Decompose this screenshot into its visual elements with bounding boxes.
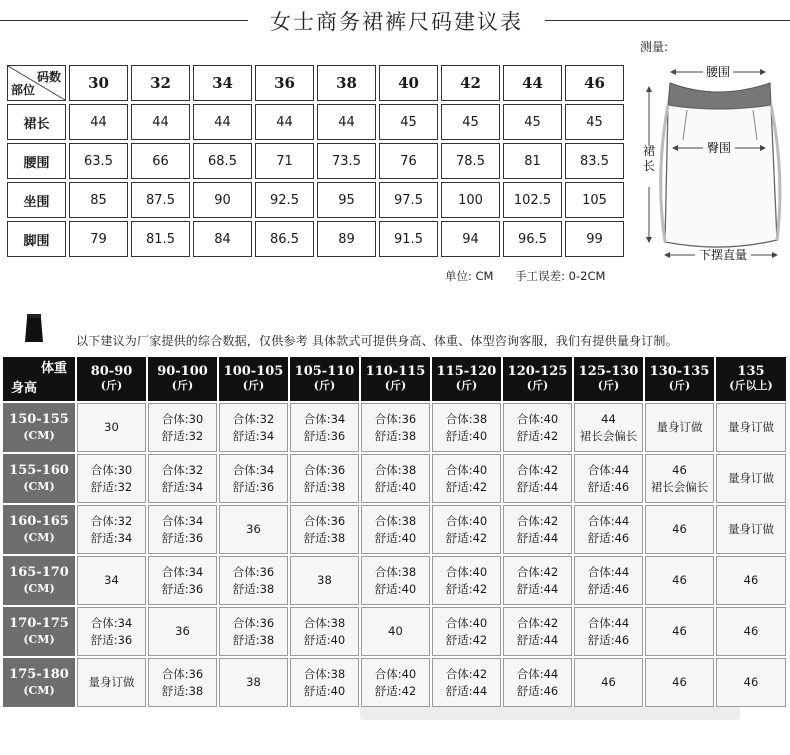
recommendation-text: 38 xyxy=(317,573,332,587)
recommendation-cell xyxy=(503,556,572,605)
recommendation-text: 舒适:46 xyxy=(587,581,630,596)
recommendation-text: 46 xyxy=(743,573,759,587)
weight-header-row xyxy=(3,357,786,401)
recommendation-cell xyxy=(219,403,288,452)
recommendation-text: 36 xyxy=(175,624,190,638)
weight-unit: (斤) xyxy=(597,379,620,392)
size-row-label: 脚围 xyxy=(7,221,66,257)
recommendation-text: 合体:34 xyxy=(90,615,133,630)
recommendation-text: 舒适:46 xyxy=(587,479,630,494)
rec-table-corner xyxy=(3,357,75,401)
height-label-cell xyxy=(3,505,75,554)
size-row xyxy=(7,182,624,218)
recommendation-cell xyxy=(77,403,146,452)
skirt-thumbnail-icon xyxy=(22,312,46,344)
unit-label: 单位: CM xyxy=(445,269,494,283)
recommendation-text: 合体:38 xyxy=(374,462,417,477)
height-row xyxy=(3,505,786,554)
recommendation-text: 合体:44 xyxy=(587,564,630,579)
recommendation-text: 合体:34 xyxy=(303,411,346,426)
height-label-cell xyxy=(3,607,75,656)
recommendation-cell xyxy=(361,454,430,503)
weight-header-cell xyxy=(574,357,643,401)
recommendation-cell xyxy=(361,505,430,554)
size-cell: 91.5 xyxy=(379,221,438,257)
recommendation-text: 舒适:40 xyxy=(374,479,417,494)
weight-header-cell xyxy=(716,357,786,401)
recommendation-cell xyxy=(77,454,146,503)
recommendation-text: 合体:42 xyxy=(516,564,559,579)
recommendation-cell xyxy=(290,454,359,503)
recommendation-cell xyxy=(645,403,714,452)
recommendation-cell xyxy=(219,505,288,554)
recommendation-text: 合体:42 xyxy=(516,513,559,528)
size-cell: 44 xyxy=(69,104,128,140)
size-chart-table xyxy=(4,62,627,260)
size-cell: 45 xyxy=(503,104,562,140)
corner-size-label: 码数 xyxy=(36,70,61,84)
tolerance-label: 手工误差: 0-2CM xyxy=(515,269,606,283)
unit-note xyxy=(445,268,623,284)
skirt-waistband xyxy=(668,83,771,109)
recommendation-text: 舒适:44 xyxy=(445,683,488,698)
height-row xyxy=(3,403,786,452)
page-title: 女士商务裙裤尺码建议表 xyxy=(270,10,523,34)
recommendation-text: 合体:42 xyxy=(516,462,559,477)
recommendation-text: 舒适:40 xyxy=(374,530,417,545)
recommendation-text: 46 xyxy=(743,675,759,689)
weight-header-cell xyxy=(290,357,359,401)
recommendation-text: 34 xyxy=(104,573,119,587)
recommendation-cell xyxy=(361,403,430,452)
weight-range: 120-125 xyxy=(507,364,568,379)
size-cell: 100 xyxy=(441,182,500,218)
recommendation-text: 舒适:42 xyxy=(445,479,488,494)
size-cell: 44 xyxy=(317,104,376,140)
recommendation-text: 舒适:36 xyxy=(232,479,275,494)
recommendation-text: 裙长会偏长 xyxy=(579,428,638,443)
hip-text: 臀围 xyxy=(706,141,732,155)
recommendation-text: 合体:38 xyxy=(445,411,488,426)
recommendation-text: 舒适:42 xyxy=(374,683,417,698)
recommendation-text: 舒适:36 xyxy=(303,428,346,443)
size-header-cell: 42 xyxy=(441,65,500,101)
recommendation-text: 合体:30 xyxy=(90,462,133,477)
size-cell: 45 xyxy=(441,104,500,140)
recommendation-text: 舒适:38 xyxy=(303,479,346,494)
recommendation-text: 合体:36 xyxy=(303,513,346,528)
size-header-cell: 38 xyxy=(317,65,376,101)
recommendation-text: 合体:40 xyxy=(445,462,488,477)
size-cell: 94 xyxy=(441,221,500,257)
recommendation-cell xyxy=(219,658,288,707)
recommendation-cell xyxy=(503,658,572,707)
recommendation-text: 舒适:38 xyxy=(374,428,417,443)
size-cell: 45 xyxy=(565,104,624,140)
size-cell: 81.5 xyxy=(131,221,190,257)
size-cell: 90 xyxy=(193,182,252,218)
height-range: 160-165 xyxy=(9,513,69,529)
recommendation-cell xyxy=(361,607,430,656)
recommendation-text: 40 xyxy=(388,624,403,638)
recommendation-cell xyxy=(574,403,643,452)
recommendation-text: 合体:40 xyxy=(374,666,417,681)
recommendation-text: 裙长会偏长 xyxy=(650,479,709,494)
size-header-cell: 34 xyxy=(193,65,252,101)
recommendation-text: 合体:40 xyxy=(445,513,488,528)
recommendation-text: 量身订做 xyxy=(656,420,703,434)
recommendation-cell xyxy=(503,607,572,656)
recommendation-text: 舒适:40 xyxy=(374,581,417,596)
recommendation-cell xyxy=(432,658,501,707)
recommendation-cell xyxy=(645,454,714,503)
weight-header-cell xyxy=(645,357,714,401)
recommendation-text: 舒适:32 xyxy=(90,479,133,494)
weight-range: 110-115 xyxy=(365,364,426,379)
watermark xyxy=(360,702,740,724)
weight-unit: (斤) xyxy=(100,379,123,392)
recommendation-text: 合体:38 xyxy=(303,666,346,681)
height-label-cell xyxy=(3,454,75,503)
weight-range: 105-110 xyxy=(294,364,355,379)
recommendation-cell xyxy=(148,403,217,452)
size-header-cell: 36 xyxy=(255,65,314,101)
waist-text: 腰围 xyxy=(705,65,731,79)
recommendation-cell xyxy=(77,556,146,605)
recommendation-text: 合体:36 xyxy=(232,615,275,630)
size-cell: 89 xyxy=(317,221,376,257)
recommendation-text: 舒适:44 xyxy=(516,479,559,494)
hem-text: 下摆直量 xyxy=(698,248,748,262)
recommendation-cell xyxy=(148,607,217,656)
recommendation-cell xyxy=(361,556,430,605)
recommendation-text: 舒适:34 xyxy=(232,428,275,443)
recommendation-cell xyxy=(574,556,643,605)
height-unit: (CM) xyxy=(23,581,55,595)
recommendation-cell xyxy=(716,556,786,605)
recommendation-text: 舒适:42 xyxy=(516,428,559,443)
weight-header-cell xyxy=(503,357,572,401)
recommendation-text: 量身订做 xyxy=(728,420,774,434)
size-recommendation-table xyxy=(1,355,788,709)
weight-range: 125-130 xyxy=(578,364,639,379)
recommendation-cell xyxy=(574,607,643,656)
weight-range: 115-120 xyxy=(436,364,497,379)
size-cell: 73.5 xyxy=(317,143,376,179)
size-cell: 44 xyxy=(255,104,314,140)
size-header-cell: 40 xyxy=(379,65,438,101)
weight-unit: (斤) xyxy=(313,379,336,392)
size-row xyxy=(7,104,624,140)
recommendation-cell xyxy=(290,607,359,656)
recommendation-cell xyxy=(503,454,572,503)
recommendation-cell xyxy=(645,658,714,707)
recommendation-cell xyxy=(290,556,359,605)
recommendation-cell xyxy=(432,607,501,656)
weight-header-cell xyxy=(361,357,430,401)
size-header-row xyxy=(7,65,624,101)
recommendation-cell xyxy=(645,556,714,605)
recommendation-text: 舒适:40 xyxy=(303,683,346,698)
height-label-cell xyxy=(3,403,75,452)
title-rule-left xyxy=(0,20,248,21)
height-row xyxy=(3,556,786,605)
recommendation-cell xyxy=(503,505,572,554)
size-cell: 96.5 xyxy=(503,221,562,257)
size-cell: 45 xyxy=(379,104,438,140)
recommendation-text: 38 xyxy=(246,675,261,689)
height-range: 170-175 xyxy=(9,615,69,631)
recommendation-cell xyxy=(77,505,146,554)
recommendation-text: 舒适:38 xyxy=(303,530,346,545)
length-text: 裙长 xyxy=(642,144,656,173)
size-cell: 85 xyxy=(69,182,128,218)
recommendation-text: 合体:36 xyxy=(161,666,204,681)
recommendation-text: 量身订做 xyxy=(728,522,774,536)
recommendation-text: 合体:40 xyxy=(445,615,488,630)
recommendation-text: 46 xyxy=(672,675,687,689)
size-cell: 71 xyxy=(255,143,314,179)
recommendation-cell xyxy=(77,658,146,707)
recommendation-cell xyxy=(219,607,288,656)
recommendation-cell xyxy=(432,556,501,605)
corner-height-label: 身高 xyxy=(11,381,38,396)
recommendation-cell xyxy=(716,658,786,707)
recommendation-text: 舒适:38 xyxy=(161,683,204,698)
recommendation-note: 以下建议为厂家提供的综合数据，仅供参考 具体款式可提供身高、体重、体型咨询客服，我们有提供量身订制。 xyxy=(76,334,678,348)
recommendation-text: 舒适:42 xyxy=(445,581,488,596)
weight-range: 130-135 xyxy=(649,364,710,379)
height-unit: (CM) xyxy=(23,683,55,697)
recommendation-text: 合体:32 xyxy=(232,411,275,426)
recommendation-text: 舒适:34 xyxy=(90,530,133,545)
size-cell: 87.5 xyxy=(131,182,190,218)
recommendation-cell xyxy=(432,454,501,503)
recommendation-text: 46 xyxy=(743,624,759,638)
size-cell: 97.5 xyxy=(379,182,438,218)
recommendation-cell xyxy=(77,607,146,656)
recommendation-text: 合体:34 xyxy=(232,462,275,477)
weight-unit: (斤) xyxy=(242,379,265,392)
recommendation-text: 舒适:34 xyxy=(161,479,204,494)
recommendation-text: 舒适:36 xyxy=(161,530,204,545)
height-range: 155-160 xyxy=(9,462,69,478)
recommendation-text: 合体:36 xyxy=(303,462,346,477)
weight-header-cell xyxy=(77,357,146,401)
recommendation-text: 量身订做 xyxy=(728,471,774,485)
recommendation-cell xyxy=(148,556,217,605)
skirt-measure-diagram xyxy=(625,55,790,270)
recommendation-text: 合体:44 xyxy=(587,615,630,630)
weight-unit: (斤以上) xyxy=(729,379,773,392)
weight-unit: (斤) xyxy=(384,379,407,392)
recommendation-cell xyxy=(716,454,786,503)
size-cell: 105 xyxy=(565,182,624,218)
height-row xyxy=(3,658,786,707)
recommendation-text: 舒适:42 xyxy=(445,632,488,647)
size-row-label: 腰围 xyxy=(7,143,66,179)
recommendation-text: 合体:42 xyxy=(445,666,488,681)
weight-range: 90-100 xyxy=(157,364,208,379)
size-cell: 76 xyxy=(379,143,438,179)
size-cell: 86.5 xyxy=(255,221,314,257)
recommendation-text: 舒适:38 xyxy=(232,632,275,647)
recommendation-text: 合体:40 xyxy=(516,411,559,426)
height-row xyxy=(3,454,786,503)
recommendation-cell xyxy=(716,607,786,656)
recommendation-text: 舒适:40 xyxy=(445,428,488,443)
size-cell: 79 xyxy=(69,221,128,257)
recommendation-text: 合体:34 xyxy=(161,564,204,579)
recommendation-cell xyxy=(361,658,430,707)
weight-header-cell xyxy=(219,357,288,401)
recommendation-text: 舒适:36 xyxy=(90,632,133,647)
height-unit: (CM) xyxy=(23,428,55,442)
recommendation-text: 舒适:42 xyxy=(445,530,488,545)
recommendation-cell xyxy=(645,505,714,554)
recommendation-cell xyxy=(716,403,786,452)
weight-range: 100-105 xyxy=(223,364,284,379)
size-cell: 95 xyxy=(317,182,376,218)
recommendation-text: 合体:44 xyxy=(587,462,630,477)
recommendation-cell xyxy=(219,556,288,605)
recommendation-text: 36 xyxy=(246,522,261,536)
size-cell: 92.5 xyxy=(255,182,314,218)
recommendation-text: 量身订做 xyxy=(88,675,135,689)
recommendation-text: 46 xyxy=(672,624,687,638)
recommendation-text: 合体:32 xyxy=(90,513,133,528)
recommendation-text: 合体:36 xyxy=(374,411,417,426)
recommendation-text: 合体:38 xyxy=(374,564,417,579)
recommendation-text: 舒适:32 xyxy=(161,428,204,443)
size-header-cell: 30 xyxy=(69,65,128,101)
recommendation-cell xyxy=(574,505,643,554)
recommendation-text: 合体:44 xyxy=(587,513,630,528)
recommendation-text: 46 xyxy=(601,675,616,689)
height-row xyxy=(3,607,786,656)
recommendation-text: 30 xyxy=(104,420,119,434)
size-row xyxy=(7,221,624,257)
recommendation-cell xyxy=(148,658,217,707)
weight-header-cell xyxy=(148,357,217,401)
recommendation-text: 合体:44 xyxy=(516,666,559,681)
recommendation-cell xyxy=(219,454,288,503)
height-range: 165-170 xyxy=(9,564,69,580)
weight-unit: (斤) xyxy=(668,379,691,392)
recommendation-cell xyxy=(148,505,217,554)
recommendation-text: 合体:32 xyxy=(161,462,204,477)
corner-part-label: 部位 xyxy=(11,83,36,97)
recommendation-text: 合体:30 xyxy=(161,411,204,426)
recommendation-cell xyxy=(432,403,501,452)
recommendation-text: 合体:34 xyxy=(161,513,204,528)
recommendation-text: 合体:36 xyxy=(232,564,275,579)
height-unit: (CM) xyxy=(23,479,55,493)
recommendation-text: 舒适:44 xyxy=(516,632,559,647)
size-cell: 78.5 xyxy=(441,143,500,179)
recommendation-text: 舒适:36 xyxy=(161,581,204,596)
recommendation-text: 舒适:46 xyxy=(587,530,630,545)
recommendation-text: 46 xyxy=(672,522,687,536)
recommendation-text: 合体:40 xyxy=(445,564,488,579)
size-cell: 44 xyxy=(131,104,190,140)
size-row xyxy=(7,143,624,179)
recommendation-text: 舒适:44 xyxy=(516,581,559,596)
skirt-body xyxy=(665,105,777,247)
weight-unit: (斤) xyxy=(526,379,549,392)
weight-header-cell xyxy=(432,357,501,401)
size-cell: 102.5 xyxy=(503,182,562,218)
height-unit: (CM) xyxy=(23,632,55,646)
recommendation-cell xyxy=(574,454,643,503)
recommendation-cell xyxy=(290,403,359,452)
recommendation-cell xyxy=(645,607,714,656)
size-cell: 81 xyxy=(503,143,562,179)
recommendation-text: 46 xyxy=(672,573,687,587)
recommendation-text: 合体:38 xyxy=(303,615,346,630)
recommendation-cell xyxy=(290,505,359,554)
recommendation-text: 44 xyxy=(601,411,616,426)
size-header-cell: 32 xyxy=(131,65,190,101)
height-unit: (CM) xyxy=(23,530,55,544)
size-header-cell: 44 xyxy=(503,65,562,101)
size-cell: 99 xyxy=(565,221,624,257)
corner-weight-label: 体重 xyxy=(40,361,67,376)
weight-range: 80-90 xyxy=(90,364,133,379)
size-cell: 83.5 xyxy=(565,143,624,179)
recommendation-text: 合体:38 xyxy=(374,513,417,528)
size-row-label: 坐围 xyxy=(7,182,66,218)
size-cell: 63.5 xyxy=(69,143,128,179)
height-label-cell xyxy=(3,556,75,605)
height-range: 175-180 xyxy=(9,666,69,682)
size-table-corner xyxy=(7,65,66,101)
size-cell: 66 xyxy=(131,143,190,179)
weight-unit: (斤) xyxy=(171,379,194,392)
recommendation-cell xyxy=(432,505,501,554)
height-label-cell xyxy=(3,658,75,707)
recommendation-cell xyxy=(716,505,786,554)
size-row-label: 裙长 xyxy=(7,104,66,140)
title-rule-right xyxy=(545,20,790,21)
size-cell: 68.5 xyxy=(193,143,252,179)
size-header-cell: 46 xyxy=(565,65,624,101)
recommendation-cell xyxy=(148,454,217,503)
recommendation-cell xyxy=(290,658,359,707)
recommendation-text: 舒适:46 xyxy=(516,683,559,698)
recommendation-text: 合体:42 xyxy=(516,615,559,630)
weight-range: 135 xyxy=(737,364,765,379)
height-range: 150-155 xyxy=(9,411,69,427)
weight-unit: (斤) xyxy=(455,379,478,392)
recommendation-text: 舒适:46 xyxy=(587,632,630,647)
recommendation-cell xyxy=(503,403,572,452)
recommendation-text: 46 xyxy=(672,462,687,477)
recommendation-cell xyxy=(574,658,643,707)
recommendation-text: 舒适:38 xyxy=(232,581,275,596)
recommendation-text: 舒适:44 xyxy=(516,530,559,545)
measure-label: 测量: xyxy=(640,40,669,54)
recommendation-text: 舒适:40 xyxy=(303,632,346,647)
size-cell: 84 xyxy=(193,221,252,257)
size-cell: 44 xyxy=(193,104,252,140)
